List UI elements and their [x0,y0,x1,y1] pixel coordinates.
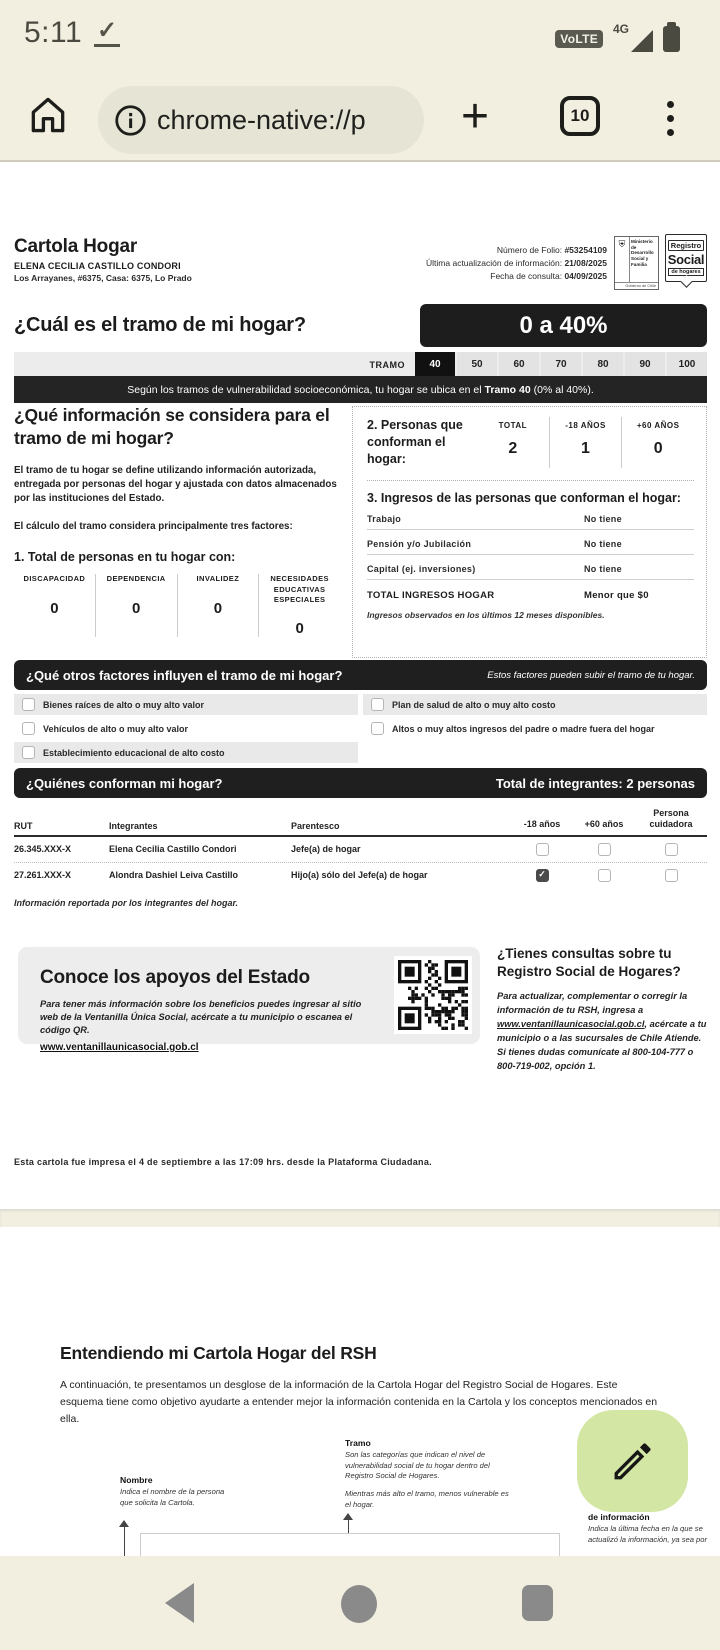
consultas-text: Para actualizar, complementar o corregir la información de tu RSH, ingresa a www.ventanillaunicasocial.gob.cl, acércate a tu municipio o a las sucursales de Chile Atiende. Si tienes dudas comunícate al 800-104-777 o 800-719-002, opción 1. [497,991,707,1072]
updated-date: 21/08/2025 [564,257,607,268]
tab-count: 10 [570,106,590,125]
cartola-preview-outline [140,1533,560,1556]
info-section: ¿Qué información se considera para el tramo de mi hogar? El tramo de tu hogar se define utilizando información autorizada, entregada por personas del hogar y ajustada con datos almacenados por las instituciones del Estado. El cálculo del tramo considera principalmente tres factores: 1. Total de personas en tu hogar con: DISCAPACIDAD 0 DEPENDENCIA 0 INVALIDEZ 0 NECESIDADES EDUCATIVAS ESPECIALES 0 [14,404,340,637]
tramo-cell: 40 [415,352,455,377]
apoyos-heading: Conoce los apoyos del Estado [40,967,310,988]
other-factors-note: Estos factores pueden subir el tramo de tu hogar. [487,669,695,681]
tramo-scale: TRAMO 40 50 60 70 80 90 100 [14,352,707,377]
apoyos-link[interactable]: www.ventanillaunicasocial.gob.cl [40,1042,199,1054]
factor-item: Bienes raíces de alto o muy alto valor [14,694,358,715]
tramo-cell: 50 [457,352,497,377]
document-meta: Número de Folio: #53254109 Última actualización de información: 21/08/2025 Fecha de consulta: 04/09/2025 [426,245,607,281]
chile-crest-icon: ⛨ [615,237,630,282]
tramo-cell: 100 [667,352,707,377]
nombre-diagram-label: Nombre Indica el nombre de la persona que solicita la Cartola. [120,1475,225,1507]
factor-item: Plan de salud de alto o muy alto costo [363,694,707,715]
members-note: Información reportada por los integrantes del hogar. [14,897,239,908]
ministry-logo: ⛨ Ministerio de Desarrollo Social y Familia Gobierno de Chile [614,236,659,290]
browser-toolbar [0,70,720,162]
registro-social-logo: Registro Social de hogares [665,234,707,292]
holder-name: ELENA CECILIA CASTILLO CONDORI [14,261,181,271]
page2-heading: Entendiendo mi Cartola Hogar del RSH [60,1343,377,1363]
factor1-stats: DISCAPACIDAD 0 DEPENDENCIA 0 INVALIDEZ 0 NECESIDADES EDUCATIVAS ESPECIALES 0 [14,574,340,637]
qr-code [394,956,472,1034]
edit-fab-button[interactable] [577,1410,688,1512]
checkbox-unchecked [371,722,384,735]
arrow-up [119,1520,129,1556]
checkbox [536,843,549,856]
member-row: 27.261.XXX-X Alondra Dashiel Leiva Castillo Hijo(a) sólo del Jefe(a) de hogar ✓ [14,862,707,888]
tramo-cell: 90 [625,352,665,377]
income-row: Pensión y/o Jubilación No tiene [367,530,694,555]
fecha-diagram-label: de información Indica la última fecha en la que se actualizó la información, ya sea por [588,1512,708,1544]
factor-item: Establecimiento educacional de alto costo [14,742,358,763]
factor3-title: 3. Ingresos de las personas que conforman el hogar: [367,490,681,505]
page-info-icon[interactable] [114,104,147,137]
checkbox-unchecked [371,698,384,711]
new-tab-button[interactable]: + [460,90,490,143]
pencil-icon [607,1435,659,1487]
consultas-heading: ¿Tienes consultas sobre tu Registro Social de Hogares? [497,946,681,980]
tramo-result-box: 0 a 40% [420,304,707,347]
tramo-cell: 80 [583,352,623,377]
url-text: chrome-native://p [157,104,366,135]
home-nav-button[interactable] [341,1585,377,1623]
url-bar[interactable] [98,86,424,154]
recents-button[interactable] [522,1585,553,1621]
household-stats-box [352,406,707,658]
home-button[interactable] [26,90,70,140]
consulted-date: 04/09/2025 [564,270,607,281]
other-factors-heading: ¿Qué otros factores influyen el tramo de mi hogar? [26,667,343,683]
pdf-page-1 [0,164,720,1209]
status-bar [0,0,720,70]
tramo-banner: Según los tramos de vulnerabilidad socioeconómica, tu hogar se ubica en el Tramo 40 (0% al 40%). [14,376,707,403]
checkbox-unchecked [22,698,35,711]
checkbox [598,869,611,882]
document-title: Cartola Hogar [14,236,138,257]
apoyos-text: Para tener más información sobre los beneficios puedes ingresar al sitio web de la Ventanilla Única Social, acércate a tu municipio o escanea el código QR. [40,999,362,1036]
checkbox-unchecked [22,722,35,735]
folio-number: #53254109 [564,245,607,255]
volte-badge: VoLTE [555,30,603,48]
factor-item-empty [363,742,707,763]
tab-switcher-button[interactable] [560,96,600,136]
members-heading: ¿Quiénes conforman mi hogar? [26,775,223,791]
checkbox [665,869,678,882]
checkbox [665,843,678,856]
page-separator [0,1209,720,1227]
notification-check-icon: ✓ [94,18,120,47]
back-button[interactable] [165,1583,194,1623]
holder-address: Los Arrayanes, #6375, Casa: 6375, Lo Prado [14,273,192,283]
home-icon [26,90,70,140]
members-table-header: RUT Integrantes Parentesco -18 años +60 años Persona cuidadora [14,798,707,837]
factor-item: Altos o muy altos ingresos del padre o madre fuera del hogar [363,718,707,739]
factor-item: Vehículos de alto o muy alto valor [14,718,358,739]
income-total-row: TOTAL INGRESOS HOGAR Menor que $0 [367,589,649,601]
page2-intro: A continuación, te presentamos un desglose de la información de la Cartola Hogar del Registro Social de Hogares. Este esquema tiene como objetivo ayudarte a entender mejor la información contenida en la Cartola y los conceptos mencionados en ella. [60,1379,658,1425]
document-header [14,236,707,298]
overflow-menu-button[interactable] [660,94,680,142]
factor1-title: 1. Total de personas en tu hogar con: [14,550,236,565]
checkbox [598,843,611,856]
factor2-title: 2. Personas que conforman el hogar: [367,418,463,466]
other-factors-section [14,660,707,763]
members-section [14,768,707,908]
signal-icon: 4G [613,26,653,52]
income-note: Ingresos observados en los últimos 12 meses disponibles. [367,609,605,620]
android-nav-bar [0,1556,720,1650]
info-heading: ¿Qué información se considera para el tramo de mi hogar? [14,405,330,448]
checkbox-unchecked [22,746,35,759]
apoyos-box [18,947,480,1054]
print-note: Esta cartola fue impresa el 4 de septiembre a las 17:09 hrs. desde la Plataforma Ciudadana. [14,1157,432,1167]
members-total: Total de integrantes: 2 personas [495,775,695,791]
tramo-cell: 60 [499,352,539,377]
member-row: 26.345.XXX-X Elena Cecilia Castillo Condori Jefe(a) de hogar [14,837,707,862]
consultas-section [497,945,707,1074]
income-row: Capital (ej. inversiones) No tiene [367,555,694,580]
tramo-question: ¿Cuál es el tramo de mi hogar? [14,314,306,336]
factor2-stats: TOTAL 2 -18 AÑOS 1 +60 AÑOS 0 [477,417,694,468]
income-row: Trabajo No tiene [367,505,694,530]
tramo-diagram-label: Tramo Son las categorías que indican el nivel de vulnerabilidad social de tu hogar dentro del Registro Social de Hogares. Mientras más alto el tramo, menos vulnerable es el hogar. [345,1438,509,1509]
checkbox: ✓ [536,869,549,882]
battery-icon [663,26,680,52]
tramo-cell: 70 [541,352,581,377]
clock: 5:11 [24,16,83,49]
consultas-link[interactable]: www.ventanillaunicasocial.gob.cl [497,1019,645,1030]
